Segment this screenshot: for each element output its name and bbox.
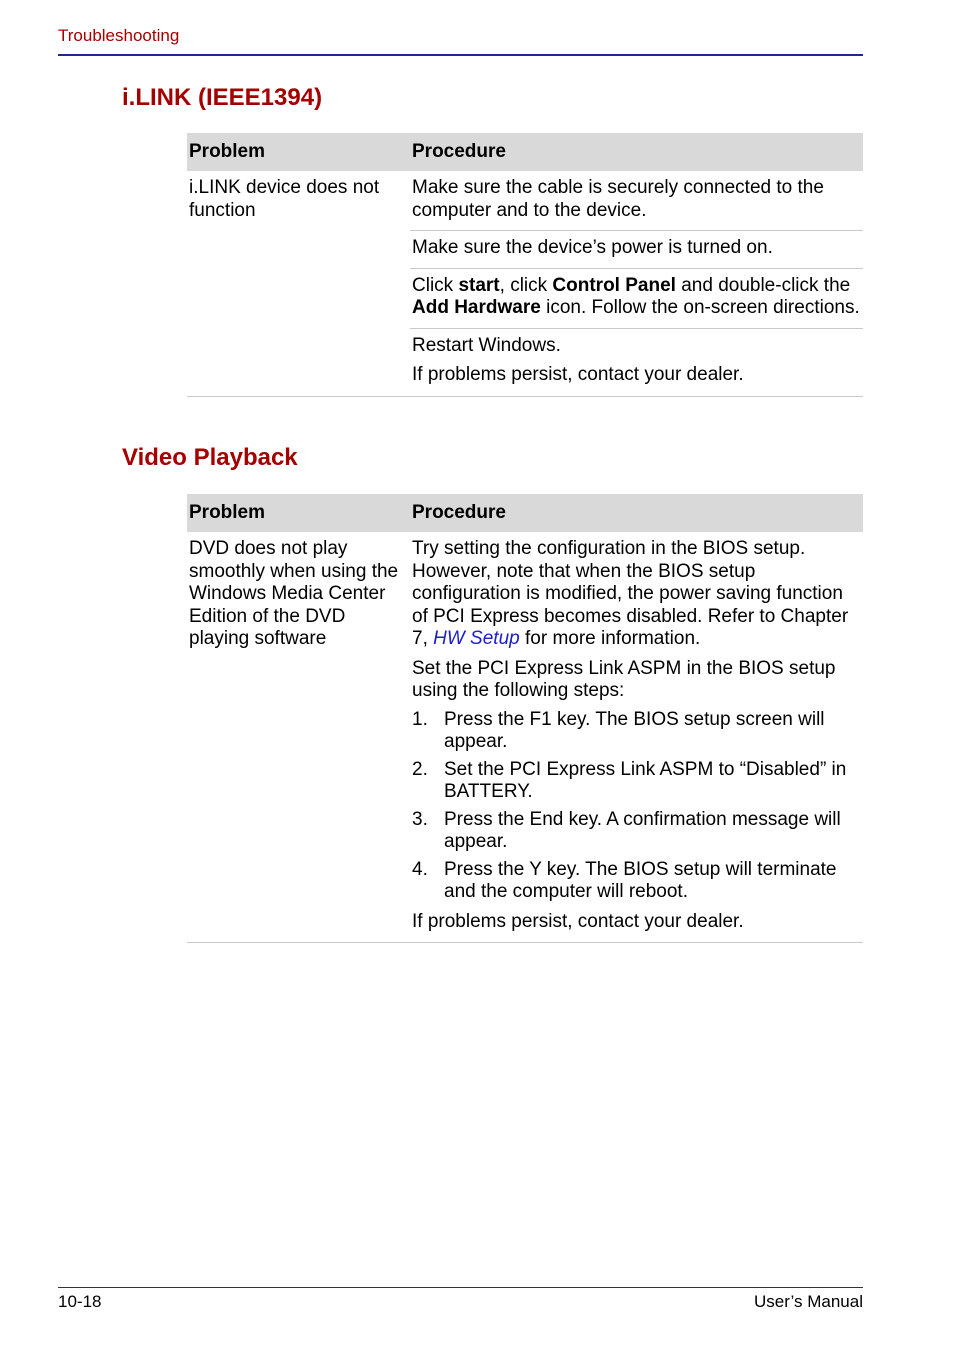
procedure-note: If problems persist, contact your dealer. (412, 910, 744, 932)
text-run: icon. Follow the on-screen directions. (540, 297, 860, 318)
procedure-text (412, 538, 863, 651)
page-number: 10-18 (58, 1292, 102, 1311)
running-header: Troubleshooting (58, 26, 180, 45)
step-number: 4. (412, 858, 428, 880)
manual-name: User’s Manual (754, 1292, 863, 1311)
column-header-problem: Problem (187, 494, 410, 532)
procedure-text: Restart Windows. (412, 334, 561, 356)
table-row (187, 532, 863, 943)
section-title-video-playback: Video Playback (122, 444, 298, 471)
text-run: for more information. (519, 628, 701, 649)
column-header-problem: Problem (187, 133, 410, 171)
hw-setup-link[interactable]: HW Setup (433, 628, 520, 649)
footer-rule (58, 1287, 863, 1288)
problem-cell: i.LINK device does not function (187, 171, 410, 396)
steps-list (412, 709, 863, 904)
step-text: Press the F1 key. The BIOS setup screen will appear. (444, 708, 825, 752)
problem-cell: DVD does not play smoothly when using the Windows Media Center Edition of the DVD playing software (187, 532, 410, 943)
table-header-row (187, 494, 863, 532)
procedure-cell (410, 532, 863, 943)
ilink-table (187, 133, 863, 397)
procedure-item (410, 231, 863, 269)
step-text: Press the Y key. The BIOS setup will terminate and the computer will reboot. (444, 858, 837, 902)
text-run: and double-click the (675, 274, 851, 296)
step-number: 1. (412, 708, 428, 730)
procedure-cell (410, 171, 863, 396)
list-item (412, 809, 863, 854)
table-header-row (187, 133, 863, 171)
procedure-text (412, 275, 863, 320)
list-item (412, 859, 863, 904)
list-item (412, 759, 863, 804)
text-run: , click (499, 274, 553, 296)
procedure-text: Set the PCI Express Link ASPM in the BIOS setup using the following steps: (412, 657, 836, 701)
ui-term-control-panel: Control Panel (552, 274, 676, 296)
header-rule (58, 54, 863, 56)
procedure-item (410, 532, 863, 942)
step-number: 2. (412, 758, 428, 780)
procedure-note: If problems persist, contact your dealer. (412, 364, 744, 385)
table-row (187, 171, 863, 396)
text-run: Try setting the configuration in the BIOS setup. However, note that when the BIOS setup configuration is modified, the power saving function of PCI Express becomes disabled. Refer to Chapter 7, (412, 538, 849, 649)
step-text: Press the End key. A confirmation message will appear. (444, 808, 841, 852)
video-playback-table (187, 494, 863, 943)
step-text: Set the PCI Express Link ASPM to “Disabled” in BATTERY. (444, 758, 847, 802)
column-header-procedure: Procedure (410, 133, 863, 171)
procedure-text: Make sure the cable is securely connected to the computer and to the device. (412, 177, 824, 221)
step-number: 3. (412, 808, 428, 830)
text-run: Click (412, 274, 459, 296)
procedure-item (410, 171, 863, 231)
ui-term-start: start (458, 274, 500, 296)
procedure-text: Make sure the device’s power is turned on. (412, 237, 773, 258)
list-item (412, 709, 863, 754)
section-title-ilink: i.LINK (IEEE1394) (122, 84, 323, 111)
ui-term-add-hardware: Add Hardware (412, 297, 541, 318)
column-header-procedure: Procedure (410, 494, 863, 532)
procedure-item (410, 329, 863, 396)
procedure-item (410, 269, 863, 329)
